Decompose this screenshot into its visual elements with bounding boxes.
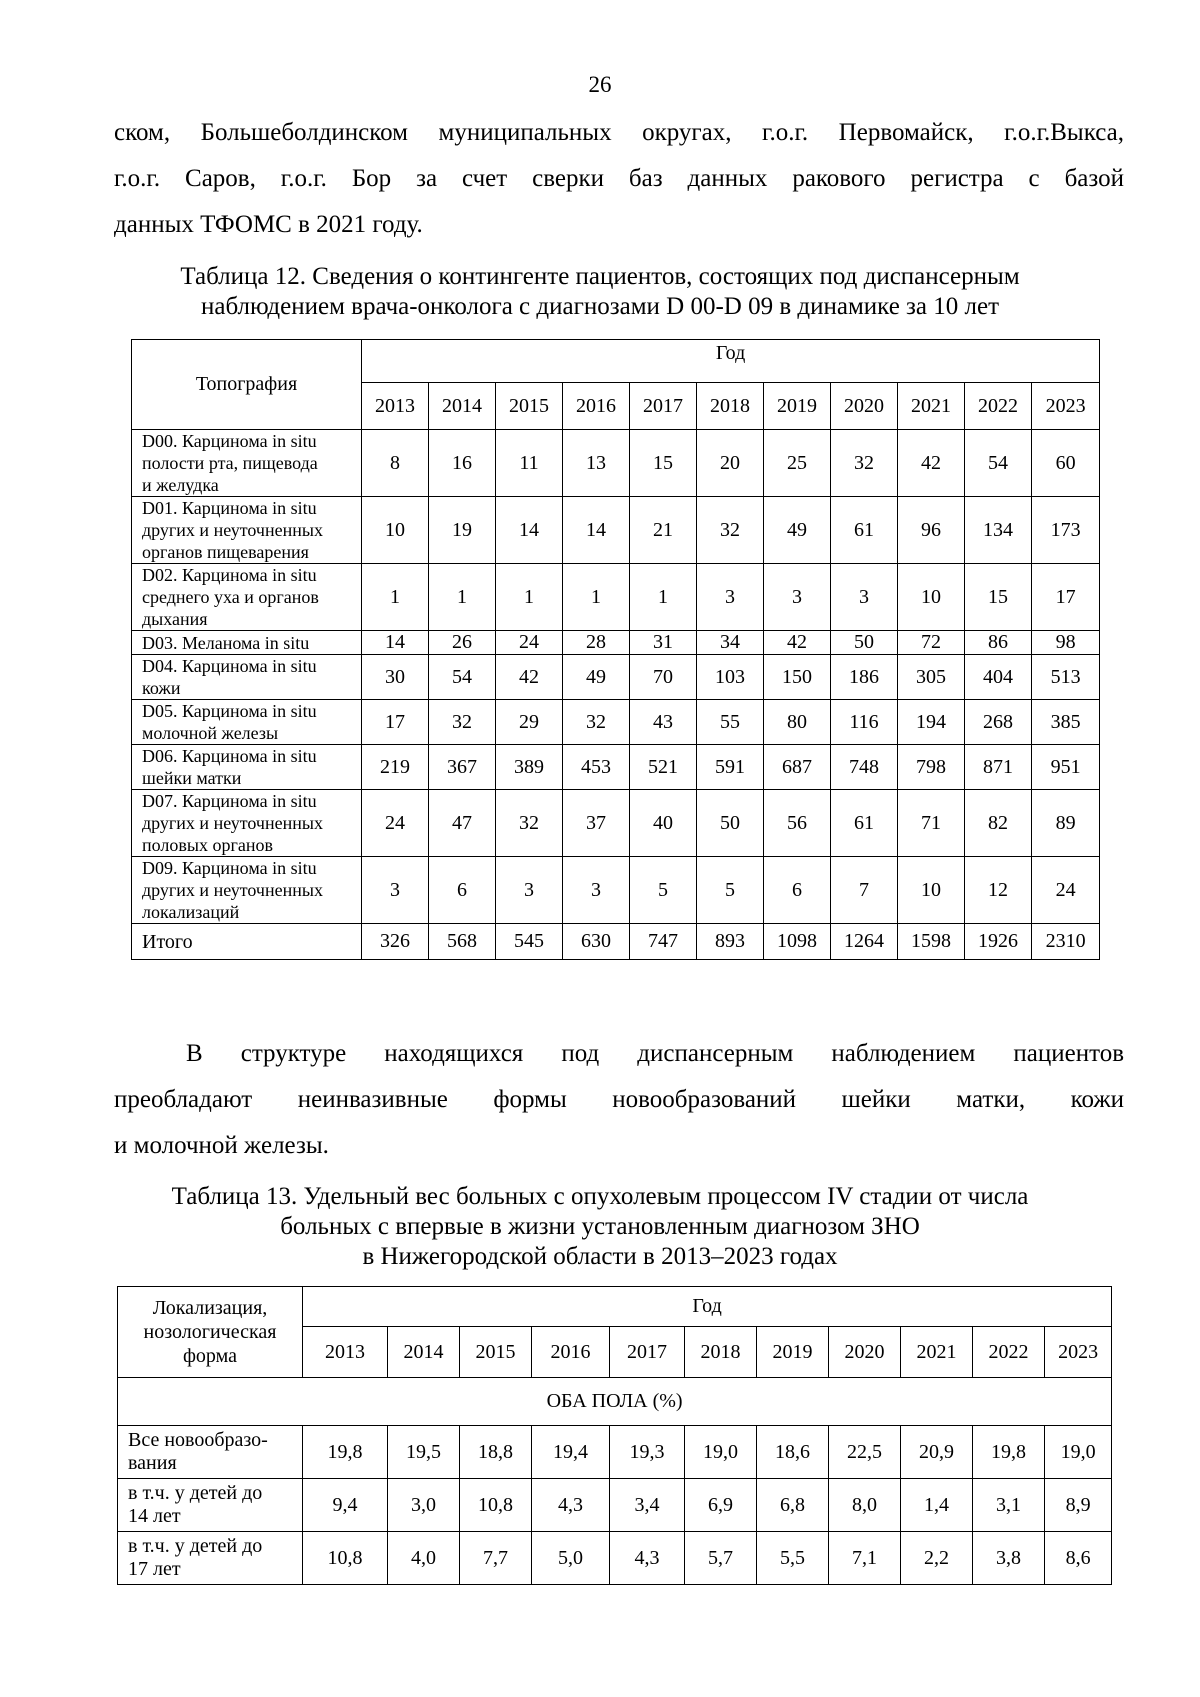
row-label-line: половых органов [142, 835, 273, 855]
row-label-line: органов пищеварения [142, 542, 309, 562]
table-cell: 8,6 [1045, 1532, 1112, 1585]
table-cell: 82 [965, 790, 1032, 857]
table-cell: 9,4 [303, 1479, 388, 1532]
middle-paragraph [114, 1031, 1124, 1169]
row-label-line: дыхания [142, 609, 208, 629]
header-line: форма [182, 1345, 238, 1367]
paragraph-line: и молочной железы. [114, 1132, 329, 1159]
table-cell: 3,8 [973, 1532, 1045, 1585]
table-cell: 42 [496, 655, 563, 700]
table-cell: 545 [496, 924, 563, 960]
table-cell: 19,4 [532, 1426, 610, 1479]
row-label-line: D04. Карцинома in situ [142, 656, 317, 676]
table-cell: 385 [1032, 700, 1100, 745]
table-cell: 22,5 [829, 1426, 901, 1479]
row-label-line: 17 лет [128, 1558, 181, 1580]
paragraph-line: г.о.г. Саров, г.о.г. Бор за счет сверки баз данных ракового регистра с базой [114, 165, 1124, 192]
row-label [132, 700, 362, 745]
table-row [118, 1426, 1112, 1479]
table-cell: 10 [362, 497, 429, 564]
table-cell: 389 [496, 745, 563, 790]
row-label [132, 655, 362, 700]
header-line: Локализация, [152, 1297, 268, 1319]
table-cell: 10 [898, 564, 965, 631]
year-header: 2020 [831, 383, 898, 430]
table-cell: 630 [563, 924, 630, 960]
header-line: нозологическая [143, 1321, 277, 1343]
table-cell: 55 [697, 700, 764, 745]
table-cell: 24 [362, 790, 429, 857]
table-cell: 12 [965, 857, 1032, 924]
row-label-line: D00. Карцинома in situ [142, 431, 317, 451]
row-label-line: D02. Карцинома in situ [142, 565, 317, 585]
caption-line: больных с впервые в жизни установленным диагнозом ЗНО [280, 1213, 920, 1240]
table-row [132, 430, 1100, 497]
table-cell: 10,8 [303, 1532, 388, 1585]
year-header: 2017 [630, 383, 697, 430]
table-cell: 72 [898, 631, 965, 655]
table-cell: 60 [1032, 430, 1100, 497]
table-cell: 568 [429, 924, 496, 960]
table-cell: 32 [563, 700, 630, 745]
table-cell: 747 [630, 924, 697, 960]
caption-line: Таблица 12. Сведения о контингенте пациентов, состоящих под диспансерным [180, 263, 1020, 290]
year-header: 2022 [973, 1327, 1045, 1378]
row-label [132, 790, 362, 857]
table-cell: 14 [496, 497, 563, 564]
table-cell: 6,9 [685, 1479, 757, 1532]
table-cell: 19,8 [973, 1426, 1045, 1479]
year-header: 2020 [829, 1327, 901, 1378]
year-header: 2015 [496, 383, 563, 430]
table-cell: 194 [898, 700, 965, 745]
row-label [118, 1479, 303, 1532]
table-cell: 8,9 [1045, 1479, 1112, 1532]
table-cell: 32 [831, 430, 898, 497]
table-cell: 30 [362, 655, 429, 700]
table-cell: 4,3 [532, 1479, 610, 1532]
row-label [132, 564, 362, 631]
table-cell: 11 [496, 430, 563, 497]
table-cell: 89 [1032, 790, 1100, 857]
table-cell: 1 [563, 564, 630, 631]
table-cell: 43 [630, 700, 697, 745]
table-cell: 19,0 [685, 1426, 757, 1479]
table-cell: 3,4 [610, 1479, 685, 1532]
row-label-line: в т.ч. у детей до [128, 1482, 263, 1504]
row-label-line: вания [128, 1452, 177, 1474]
table-cell: 1 [429, 564, 496, 631]
table-cell: 17 [362, 700, 429, 745]
table-row [132, 924, 1100, 960]
table-cell: 15 [630, 430, 697, 497]
table-cell: 173 [1032, 497, 1100, 564]
year-header: 2014 [388, 1327, 460, 1378]
table-cell: 49 [764, 497, 831, 564]
table-cell: 13 [563, 430, 630, 497]
table-cell: 14 [362, 631, 429, 655]
row-label-line: полости рта, пищевода [142, 453, 318, 473]
page-number: 26 [588, 72, 612, 97]
table-cell: 37 [563, 790, 630, 857]
table-cell: 28 [563, 631, 630, 655]
table-cell: 8,0 [829, 1479, 901, 1532]
table-cell: 19,8 [303, 1426, 388, 1479]
row-label-line: шейки матки [142, 768, 242, 788]
table-cell: 2,2 [901, 1532, 973, 1585]
row-label-line: других и неуточненных [142, 520, 323, 540]
year-header: 2021 [898, 383, 965, 430]
table-cell: 42 [764, 631, 831, 655]
table-row [132, 857, 1100, 924]
table-cell: 798 [898, 745, 965, 790]
table-cell: 3,1 [973, 1479, 1045, 1532]
table-cell: 1926 [965, 924, 1032, 960]
paragraph-line: ском, Большеболдинском муниципальных округах, г.о.г. Первомайск, г.о.г.Выкса, [114, 119, 1124, 146]
header-year: Год [303, 1287, 1112, 1327]
paragraph-line: преобладают неинвазивные формы новообразований шейки матки, кожи [114, 1086, 1124, 1113]
table-cell: 150 [764, 655, 831, 700]
table-cell: 98 [1032, 631, 1100, 655]
row-label-line: и желудка [142, 475, 219, 495]
table-cell: 31 [630, 631, 697, 655]
table-cell: 1 [630, 564, 697, 631]
year-header: 2015 [460, 1327, 532, 1378]
table-cell: 3 [697, 564, 764, 631]
row-label-line: других и неуточненных [142, 813, 323, 833]
table-cell: 5,5 [757, 1532, 829, 1585]
table-cell: 71 [898, 790, 965, 857]
year-header: 2023 [1045, 1327, 1112, 1378]
table-cell: 17 [1032, 564, 1100, 631]
table-cell: 19,3 [610, 1426, 685, 1479]
table-cell: 54 [429, 655, 496, 700]
table-cell: 32 [697, 497, 764, 564]
row-label-line: Все новообразо- [128, 1429, 268, 1451]
row-label-line: D07. Карцинома in situ [142, 791, 317, 811]
row-label [132, 857, 362, 924]
row-label-line: кожи [142, 678, 181, 698]
table-cell: 6 [764, 857, 831, 924]
table-cell: 19,5 [388, 1426, 460, 1479]
year-header: 2014 [429, 383, 496, 430]
table-row [118, 1479, 1112, 1532]
table-cell: 1,4 [901, 1479, 973, 1532]
header-year: Год [362, 340, 1100, 383]
table-cell: 7,1 [829, 1532, 901, 1585]
table-cell: 5 [697, 857, 764, 924]
table-cell: 34 [697, 631, 764, 655]
year-header: 2013 [303, 1327, 388, 1378]
year-header: 2019 [764, 383, 831, 430]
table-cell: 453 [563, 745, 630, 790]
table-cell: 16 [429, 430, 496, 497]
table-cell: 513 [1032, 655, 1100, 700]
table-cell: 61 [831, 497, 898, 564]
section-label: ОБА ПОЛА (%) [118, 1378, 1112, 1426]
row-label-line: других и неуточненных [142, 880, 323, 900]
table-cell: 10,8 [460, 1479, 532, 1532]
table-row [118, 1532, 1112, 1585]
table-cell: 32 [429, 700, 496, 745]
table-cell: 86 [965, 631, 1032, 655]
table-cell: 40 [630, 790, 697, 857]
table-cell: 96 [898, 497, 965, 564]
year-header: 2018 [697, 383, 764, 430]
table-cell: 116 [831, 700, 898, 745]
table-cell: 326 [362, 924, 429, 960]
table-cell: 3,0 [388, 1479, 460, 1532]
table-cell: 25 [764, 430, 831, 497]
year-header: 2019 [757, 1327, 829, 1378]
row-label-line: D09. Карцинома in situ [142, 858, 317, 878]
year-header: 2023 [1032, 383, 1100, 430]
row-label [132, 924, 362, 960]
row-label [132, 497, 362, 564]
table-cell: 8 [362, 430, 429, 497]
table13 [117, 1286, 1112, 1585]
row-label-line: D06. Карцинома in situ [142, 746, 317, 766]
table-cell: 61 [831, 790, 898, 857]
table-cell: 24 [496, 631, 563, 655]
table12 [131, 339, 1100, 960]
paragraph-line: В структуре находящихся под диспансерным наблюдением пациентов [186, 1040, 1124, 1067]
year-header: 2016 [563, 383, 630, 430]
row-label-line: D05. Карцинома in situ [142, 701, 317, 721]
table-cell: 50 [697, 790, 764, 857]
year-header: 2022 [965, 383, 1032, 430]
table-cell: 29 [496, 700, 563, 745]
table-cell: 20 [697, 430, 764, 497]
row-label [118, 1532, 303, 1585]
table-cell: 7,7 [460, 1532, 532, 1585]
table-cell: 687 [764, 745, 831, 790]
year-header: 2017 [610, 1327, 685, 1378]
table-cell: 80 [764, 700, 831, 745]
table-cell: 3 [831, 564, 898, 631]
table-cell: 32 [496, 790, 563, 857]
row-label-line: локализаций [142, 902, 240, 922]
table-cell: 47 [429, 790, 496, 857]
table-cell: 268 [965, 700, 1032, 745]
row-label [132, 430, 362, 497]
caption-line: наблюдением врача-онколога с диагнозами D 00-D 09 в динамике за 10 лет [200, 293, 1000, 320]
table-cell: 591 [697, 745, 764, 790]
table-row [132, 631, 1100, 655]
table13-caption [0, 1182, 1200, 1272]
table-cell: 3 [496, 857, 563, 924]
table-cell: 748 [831, 745, 898, 790]
table-cell: 951 [1032, 745, 1100, 790]
table-cell: 404 [965, 655, 1032, 700]
year-header: 2018 [685, 1327, 757, 1378]
table-cell: 56 [764, 790, 831, 857]
table-cell: 49 [563, 655, 630, 700]
table-cell: 2310 [1032, 924, 1100, 960]
table-cell: 70 [630, 655, 697, 700]
table-cell: 1598 [898, 924, 965, 960]
table-cell: 6 [429, 857, 496, 924]
table-cell: 21 [630, 497, 697, 564]
table-cell: 24 [1032, 857, 1100, 924]
caption-line: Таблица 13. Удельный вес больных с опухолевым процессом IV стадии от числа [171, 1183, 1029, 1210]
table-cell: 219 [362, 745, 429, 790]
table-cell: 18,8 [460, 1426, 532, 1479]
table-cell: 1 [362, 564, 429, 631]
table-row [132, 497, 1100, 564]
row-label-line: D03. Меланома in situ [142, 632, 310, 653]
table-cell: 42 [898, 430, 965, 497]
table-cell: 186 [831, 655, 898, 700]
table-cell: 3 [764, 564, 831, 631]
row-label-line: D01. Карцинома in situ [142, 498, 317, 518]
header-localization [118, 1287, 303, 1378]
table-cell: 19,0 [1045, 1426, 1112, 1479]
table-row [132, 700, 1100, 745]
table-cell: 305 [898, 655, 965, 700]
table-cell: 19 [429, 497, 496, 564]
table-cell: 20,9 [901, 1426, 973, 1479]
table-row [132, 564, 1100, 631]
table-cell: 871 [965, 745, 1032, 790]
table12-caption [0, 262, 1200, 322]
table-cell: 134 [965, 497, 1032, 564]
row-label-line: среднего уха и органов [142, 587, 319, 607]
table-cell: 4,3 [610, 1532, 685, 1585]
header-topography: Топография [132, 340, 362, 430]
table-cell: 50 [831, 631, 898, 655]
table-cell: 521 [630, 745, 697, 790]
table-cell: 5 [630, 857, 697, 924]
year-header: 2021 [901, 1327, 973, 1378]
year-header: 2013 [362, 383, 429, 430]
table-cell: 5,0 [532, 1532, 610, 1585]
row-label-line: Итого [142, 930, 193, 953]
table-cell: 367 [429, 745, 496, 790]
table-cell: 1264 [831, 924, 898, 960]
table-row [132, 745, 1100, 790]
table-cell: 10 [898, 857, 965, 924]
row-label [118, 1426, 303, 1479]
table-cell: 1098 [764, 924, 831, 960]
table-row [132, 655, 1100, 700]
table-cell: 893 [697, 924, 764, 960]
table-cell: 6,8 [757, 1479, 829, 1532]
row-label-line: 14 лет [128, 1505, 181, 1527]
table-cell: 7 [831, 857, 898, 924]
row-label [132, 631, 362, 655]
table-cell: 26 [429, 631, 496, 655]
table-cell: 54 [965, 430, 1032, 497]
table-cell: 4,0 [388, 1532, 460, 1585]
row-label-line: в т.ч. у детей до [128, 1535, 263, 1557]
table-cell: 3 [362, 857, 429, 924]
table-cell: 3 [563, 857, 630, 924]
caption-line: в Нижегородской области в 2013–2023 годах [362, 1243, 838, 1270]
table-cell: 103 [697, 655, 764, 700]
row-label-line: молочной железы [142, 723, 279, 743]
intro-paragraph [114, 110, 1124, 248]
table-cell: 18,6 [757, 1426, 829, 1479]
paragraph-line: данных ТФОМС в 2021 году. [114, 211, 423, 238]
year-header: 2016 [532, 1327, 610, 1378]
table-row [132, 790, 1100, 857]
row-label [132, 745, 362, 790]
table-cell: 1 [496, 564, 563, 631]
table-cell: 5,7 [685, 1532, 757, 1585]
table-cell: 14 [563, 497, 630, 564]
table-cell: 15 [965, 564, 1032, 631]
